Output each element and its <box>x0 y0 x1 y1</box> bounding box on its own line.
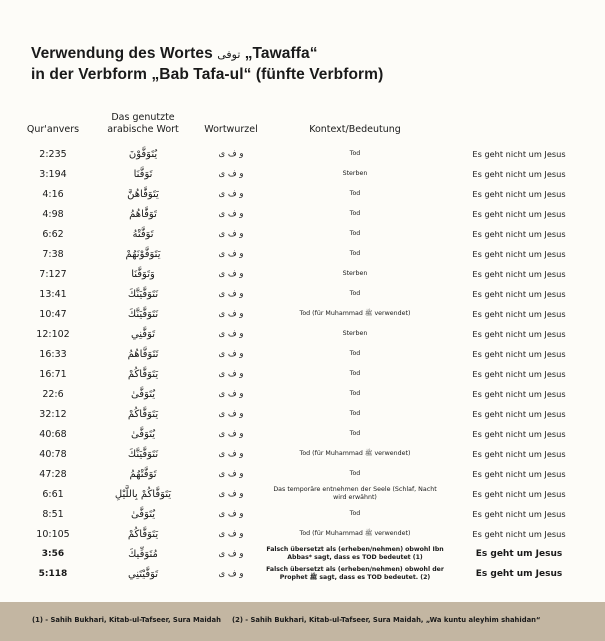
table-row <box>0 264 605 284</box>
title-term: „Tawaffa“ <box>244 45 318 62</box>
table-body <box>0 144 605 584</box>
arabic-word: يُتَوَفَّوْنَ <box>128 148 158 160</box>
verse-ref: 32:12 <box>39 408 67 420</box>
word-root: و ف ى <box>218 289 244 299</box>
table-row <box>0 244 605 264</box>
header-verse: Qur'anvers <box>26 124 80 135</box>
verse-ref: 12:102 <box>36 328 70 340</box>
jesus-note: Es geht nicht um Jesus <box>472 429 566 439</box>
arabic-word: تَوَفَّنِي <box>130 328 156 340</box>
arabic-word: مُتَوَفِّيكَ <box>128 548 158 560</box>
word-root: و ف ى <box>218 529 244 539</box>
table-row <box>0 404 605 424</box>
jesus-note: Es geht nicht um Jesus <box>472 469 566 479</box>
context-meaning: Tod <box>349 230 361 237</box>
context-meaning: Tod <box>349 370 361 377</box>
word-root: و ف ى <box>218 429 244 439</box>
table-row <box>0 284 605 304</box>
verse-ref: 6:62 <box>42 228 64 240</box>
table-row <box>0 544 605 564</box>
table-row <box>0 344 605 364</box>
arabic-word: يُتَوَفَّىٰ <box>130 388 156 400</box>
arabic-word: نَتَوَفَّيَنَّكَ <box>127 308 159 320</box>
word-root: و ف ى <box>218 249 244 259</box>
arabic-word: يَتَوَفَّاكُمْ بِاللَّيْلِ <box>114 488 172 500</box>
context-meaning: Tod <box>349 190 361 197</box>
word-root: و ف ى <box>218 189 244 199</box>
page-title <box>31 44 383 84</box>
verse-ref: 4:98 <box>42 208 64 220</box>
header-context: Kontext/Bedeutung <box>309 124 401 135</box>
arabic-word: تَوَفَّنَا <box>133 168 153 180</box>
verse-ref: 4:16 <box>42 188 64 200</box>
context-meaning: Tod <box>349 290 361 297</box>
table-row <box>0 204 605 224</box>
footnote-2: (2) - Sahih Bukhari, Kitab-ul-Tafseer, Sura Maidah, „Wa kuntu aleyhim shahidan“ <box>232 616 541 624</box>
jesus-note: Es geht nicht um Jesus <box>472 209 566 219</box>
jesus-note: Es geht nicht um Jesus <box>472 189 566 199</box>
jesus-note: Es geht nicht um Jesus <box>472 169 566 179</box>
verse-ref: 10:105 <box>36 528 70 540</box>
word-root: و ف ى <box>218 549 244 559</box>
context-meaning: Sterben <box>342 270 368 277</box>
word-root: و ف ى <box>218 369 244 379</box>
jesus-note: Es geht nicht um Jesus <box>472 269 566 279</box>
verse-ref: 5:118 <box>38 569 68 579</box>
table-row <box>0 164 605 184</box>
context-meaning: Tod (für Muhammad ﷺ verwendet) <box>299 310 411 317</box>
verse-ref: 16:71 <box>39 368 67 380</box>
arabic-word: وَتَوَفَّنَا <box>131 268 155 280</box>
verse-ref: 40:68 <box>39 428 67 440</box>
jesus-note: Es geht nicht um Jesus <box>472 289 566 299</box>
verse-ref: 22:6 <box>42 388 64 400</box>
jesus-note: Es geht um Jesus <box>475 569 563 579</box>
arabic-word: يُتَوَفَّىٰ <box>130 508 156 520</box>
word-root: و ف ى <box>218 149 244 159</box>
context-meaning: Tod <box>349 350 361 357</box>
arabic-word: تَتَوَفَّاهُمُ <box>127 348 159 360</box>
jesus-note: Es geht nicht um Jesus <box>472 369 566 379</box>
jesus-note: Es geht um Jesus <box>475 549 563 559</box>
word-root: و ف ى <box>218 409 244 419</box>
context-meaning: Sterben <box>342 170 368 177</box>
table-row <box>0 384 605 404</box>
table-row <box>0 464 605 484</box>
context-meaning: Tod <box>349 470 361 477</box>
header-arabic-word-line-1: Das genutzte <box>111 112 175 123</box>
table-row <box>0 504 605 524</box>
context-meaning: Tod (für Muhammad ﷺ verwendet) <box>299 450 411 457</box>
verse-ref: 47:28 <box>39 468 67 480</box>
verse-ref: 13:41 <box>39 288 67 300</box>
table-row <box>0 444 605 464</box>
jesus-note: Es geht nicht um Jesus <box>472 389 566 399</box>
word-root: و ف ى <box>218 349 244 359</box>
word-root: و ف ى <box>218 509 244 519</box>
context-meaning: Tod <box>349 210 361 217</box>
arabic-word: يَتَوَفَّاكُمْ <box>127 368 159 380</box>
header-root: Wortwurzel <box>204 124 258 135</box>
table-row <box>0 324 605 344</box>
jesus-note: Es geht nicht um Jesus <box>472 309 566 319</box>
title-line-1-text: Verwendung des Wortes <box>31 45 213 62</box>
table-row <box>0 184 605 204</box>
word-root: و ف ى <box>218 469 244 479</box>
jesus-note: Es geht nicht um Jesus <box>472 229 566 239</box>
context-meaning: Tod <box>349 510 361 517</box>
word-root: و ف ى <box>218 329 244 339</box>
arabic-word: يَتَوَفَّوْنَهُمْ <box>125 248 161 260</box>
table-row <box>0 524 605 544</box>
word-root: و ف ى <box>218 269 244 279</box>
verse-ref: 2:235 <box>39 148 67 160</box>
jesus-note: Es geht nicht um Jesus <box>472 329 566 339</box>
word-root: و ف ى <box>218 449 244 459</box>
context-meaning: Falsch übersetzt als (erheben/nehmen) obwohl der Prophet ﷺ sagt, dass es TOD bedeutet. (2) <box>266 566 444 581</box>
table-row <box>0 564 605 584</box>
header-arabic-word <box>98 112 188 136</box>
arabic-word: يُتَوَفَّىٰ <box>130 428 156 440</box>
footer-bar <box>0 602 605 641</box>
table-row <box>0 224 605 244</box>
arabic-word: يَتَوَفَّاكُمْ <box>127 408 159 420</box>
table-row <box>0 424 605 444</box>
context-meaning: Tod <box>349 390 361 397</box>
jesus-note: Es geht nicht um Jesus <box>472 149 566 159</box>
arabic-word: تَوَفَّيْتَنِي <box>127 568 159 580</box>
verse-ref: 40:78 <box>39 448 67 460</box>
header-arabic-word-line-2: arabische Wort <box>107 124 179 135</box>
jesus-note: Es geht nicht um Jesus <box>472 449 566 459</box>
context-meaning: Tod <box>349 250 361 257</box>
verse-ref: 7:127 <box>39 268 67 280</box>
jesus-note: Es geht nicht um Jesus <box>472 529 566 539</box>
title-line-1 <box>31 44 383 65</box>
jesus-note: Es geht nicht um Jesus <box>472 249 566 259</box>
context-meaning: Falsch übersetzt als (erheben/nehmen) obwohl Ibn Abbas* sagt, dass es TOD bedeutet (1) <box>266 546 444 561</box>
word-root: و ف ى <box>218 309 244 319</box>
arabic-word: تَوَفَّتْهُ <box>132 228 154 240</box>
title-line-2: in der Verbform „Bab Tafa-ul“ (fünfte Verbform) <box>31 66 384 83</box>
arabic-word: تَوَفَّتْهُمُ <box>129 468 157 480</box>
jesus-note: Es geht nicht um Jesus <box>472 509 566 519</box>
context-meaning: Tod <box>349 150 361 157</box>
context-meaning: Tod <box>349 430 361 437</box>
arabic-word: يَتَوَفَّاكُمْ <box>127 528 159 540</box>
context-meaning: Tod <box>349 410 361 417</box>
footnote-1: (1) - Sahih Bukhari, Kitab-ul-Tafseer, Sura Maidah <box>32 616 221 624</box>
verse-ref: 3:56 <box>41 549 65 559</box>
verse-ref: 3:194 <box>39 168 67 180</box>
table-row <box>0 304 605 324</box>
arabic-word: نَتَوَفَّيَنَّكَ <box>127 448 159 460</box>
table-row <box>0 364 605 384</box>
arabic-word: تَوَفَّاهُمُ <box>129 208 157 220</box>
verse-ref: 8:51 <box>42 508 64 520</box>
jesus-note: Es geht nicht um Jesus <box>472 409 566 419</box>
word-root: و ف ى <box>218 229 244 239</box>
word-root: و ف ى <box>218 169 244 179</box>
verse-ref: 7:38 <box>42 248 64 260</box>
verse-ref: 10:47 <box>39 308 67 320</box>
word-root: و ف ى <box>218 389 244 399</box>
title-arabic-word: توفى <box>217 49 241 61</box>
arabic-word: نَتَوَفَّيَنَّكَ <box>127 288 159 300</box>
verse-ref: 6:61 <box>42 488 64 500</box>
word-root: و ف ى <box>218 209 244 219</box>
context-meaning: Sterben <box>342 330 368 337</box>
context-meaning: Das temporäre entnehmen der Seele (Schlaf, Nacht wird erwähnt) <box>273 486 437 501</box>
table-row <box>0 484 605 504</box>
arabic-word: يَتَوَفَّاهُنَّ <box>127 188 159 200</box>
word-root: و ف ى <box>218 569 244 579</box>
jesus-note: Es geht nicht um Jesus <box>472 349 566 359</box>
context-meaning: Tod (für Muhammad ﷺ verwendet) <box>299 530 411 537</box>
jesus-note: Es geht nicht um Jesus <box>472 489 566 499</box>
verse-ref: 16:33 <box>39 348 67 360</box>
table-row <box>0 144 605 164</box>
word-root: و ف ى <box>218 489 244 499</box>
